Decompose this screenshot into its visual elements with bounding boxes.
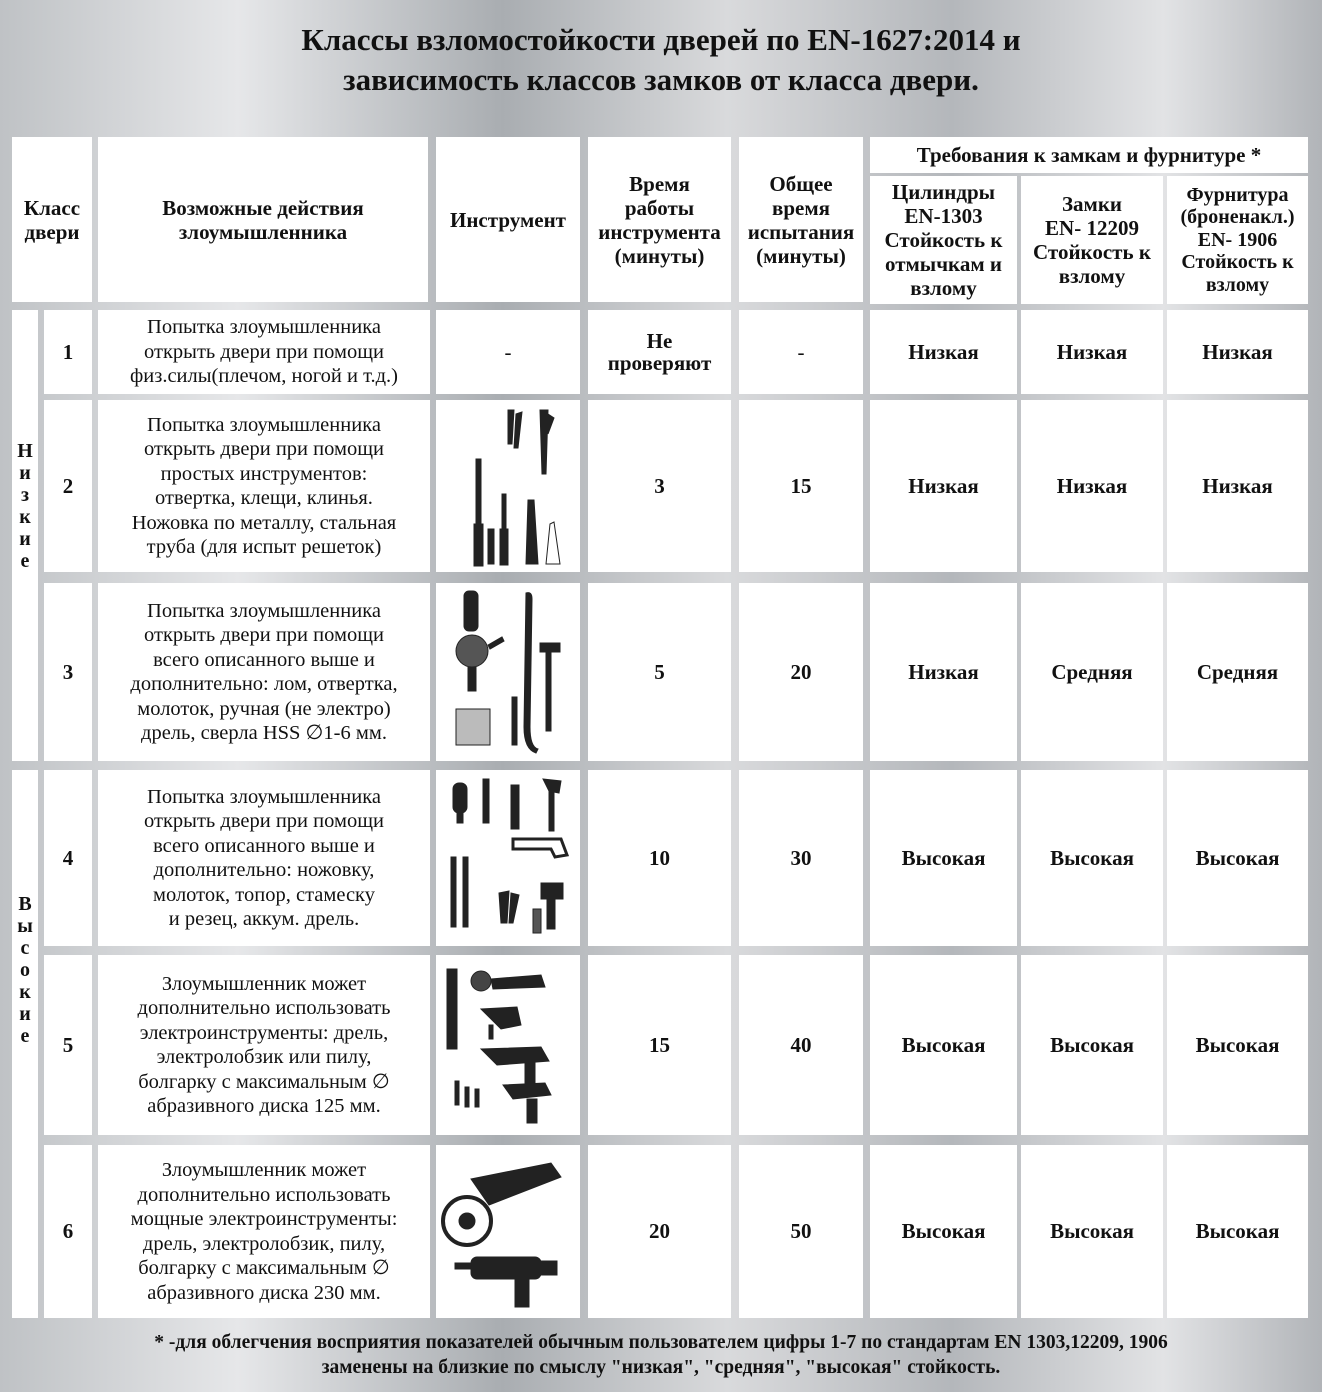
header-hardware-label: Фурнитура (броненакл.) EN- 1906 Стойкость к взлому bbox=[1180, 183, 1295, 296]
row-1-work-time: Не проверяют bbox=[588, 310, 731, 394]
header-locks bbox=[1021, 176, 1163, 304]
page-subtitle: зависимость классов замков от класса двери. bbox=[343, 62, 979, 97]
header-actions bbox=[98, 137, 428, 302]
header-requirements bbox=[870, 137, 1308, 173]
saw-axe-chisel-icon bbox=[443, 773, 573, 943]
group-low-letter: з bbox=[20, 484, 30, 506]
header-class-label: Класс двери bbox=[23, 195, 81, 244]
row-6-total-time: 50 bbox=[739, 1145, 863, 1318]
row-3-hardware: Средняя bbox=[1167, 583, 1308, 761]
row-1-total-time: - bbox=[739, 310, 863, 394]
row-2-hardware: Низкая bbox=[1167, 400, 1308, 572]
header-tool bbox=[436, 137, 580, 302]
row-5-tool bbox=[436, 955, 580, 1135]
group-low-label bbox=[15, 440, 35, 572]
header-total-time bbox=[739, 137, 863, 302]
row-1-description: Попытка злоумышленника открыть двери при помощи физ.силы(плечом, ногой и т.д.) bbox=[98, 310, 430, 394]
row-5-locks: Высокая bbox=[1021, 955, 1163, 1135]
group-high-letter: е bbox=[20, 1025, 30, 1047]
group-high-letter: ы bbox=[17, 915, 33, 937]
header-cylinders bbox=[870, 176, 1017, 304]
header-tool-label: Инструмент bbox=[450, 207, 566, 232]
row-4-total-time: 30 bbox=[739, 770, 863, 946]
row-6-description: Злоумышленник может дополнительно использовать мощные электроинструменты: дрель, электролобзик, пилу, болгарку с максимальным ∅ абразивного диска 230 мм. bbox=[98, 1145, 430, 1318]
row-4-work-time: 10 bbox=[588, 770, 731, 946]
row-6-locks: Высокая bbox=[1021, 1145, 1163, 1318]
row-2-class: 2 bbox=[44, 400, 92, 572]
row-2-total-time: 15 bbox=[739, 400, 863, 572]
row-4-locks: Высокая bbox=[1021, 770, 1163, 946]
row-6-hardware: Высокая bbox=[1167, 1145, 1308, 1318]
row-4-hardware: Высокая bbox=[1167, 770, 1308, 946]
power-tools-icon bbox=[441, 959, 576, 1131]
group-high-letter: с bbox=[20, 937, 30, 959]
header-total-time-label: Общее время испытания (минуты) bbox=[747, 171, 855, 268]
header-actions-label: Возможные действия злоумышленника bbox=[162, 195, 364, 244]
row-5-class: 5 bbox=[44, 955, 92, 1135]
row-2-description: Попытка злоумышленника открыть двери при помощи простых инструментов: отвертка, клещи, клинья. Ножовка по металлу, стальная труба (для испыт решеток) bbox=[98, 400, 430, 572]
header-cylinders-label: Цилиндры EN-1303 Стойкость к отмычкам и взлому bbox=[884, 180, 1003, 300]
row-2-cylinders: Низкая bbox=[870, 400, 1017, 572]
page-title: Классы взломостойкости дверей по EN-1627:2014 и bbox=[301, 22, 1021, 57]
row-3-description: Попытка злоумышленника открыть двери при помощи всего описанного выше и дополнительно: лом, отвертка, молоток, ручная (не электро) дрель, сверла HSS ∅1-6 мм. bbox=[98, 583, 430, 761]
row-5-description: Злоумышленник может дополнительно использовать электроинструменты: дрель, электролобзик или пилу, болгарку с максимальным ∅ абразивного диска 125 мм. bbox=[98, 955, 430, 1135]
row-5-total-time: 40 bbox=[739, 955, 863, 1135]
header-hardware bbox=[1167, 176, 1308, 304]
row-4-tool bbox=[436, 770, 580, 946]
group-low-letter: и bbox=[19, 462, 31, 484]
row-3-class: 3 bbox=[44, 583, 92, 761]
row-3-work-time: 5 bbox=[588, 583, 731, 761]
header-class bbox=[12, 137, 92, 302]
group-low-letter: к bbox=[19, 506, 31, 528]
row-6-tool bbox=[436, 1145, 580, 1318]
row-5-cylinders: Высокая bbox=[870, 955, 1017, 1135]
header-work-time-label: Время работы инструмента (минуты) bbox=[598, 171, 721, 268]
group-low-letter: е bbox=[20, 550, 30, 572]
hand-tools-icon bbox=[448, 404, 568, 569]
row-6-work-time: 20 bbox=[588, 1145, 731, 1318]
row-2-tool bbox=[436, 400, 580, 572]
row-1-class: 1 bbox=[44, 310, 92, 394]
header-locks-label: Замки EN- 12209 Стойкость к взлому bbox=[1033, 192, 1151, 288]
row-4-class: 4 bbox=[44, 770, 92, 946]
group-low-letter: и bbox=[19, 528, 31, 550]
header-work-time bbox=[588, 137, 731, 302]
row-4-cylinders: Высокая bbox=[870, 770, 1017, 946]
hand-drill-crowbar-icon bbox=[446, 587, 571, 757]
group-high-letter: В bbox=[18, 893, 32, 915]
row-1-locks: Низкая bbox=[1021, 310, 1163, 394]
row-3-cylinders: Низкая bbox=[870, 583, 1017, 761]
angle-grinder-drill-icon bbox=[441, 1149, 576, 1314]
row-1-tool: - bbox=[436, 310, 580, 394]
row-2-work-time: 3 bbox=[588, 400, 731, 572]
group-high-letter: о bbox=[20, 959, 30, 981]
row-3-tool bbox=[436, 583, 580, 761]
row-5-work-time: 15 bbox=[588, 955, 731, 1135]
header-requirements-label: Требования к замкам и фурнитуре * bbox=[916, 143, 1262, 167]
row-4-description: Попытка злоумышленника открыть двери при помощи всего описанного выше и дополнительно: ножовку, молоток, топор, стамеску и резец, аккум. дрель. bbox=[98, 770, 430, 946]
row-3-locks: Средняя bbox=[1021, 583, 1163, 761]
row-1-cylinders: Низкая bbox=[870, 310, 1017, 394]
footnote: * -для облегчения восприятия показателей обычным пользователем цифры 1-7 по стандартам EN 1303,12209, 1906 заменены на близкие по смыслу "низкая", "средняя", "высокая" стойкость. bbox=[154, 1332, 1168, 1378]
row-3-total-time: 20 bbox=[739, 583, 863, 761]
group-high-letter: к bbox=[19, 981, 31, 1003]
group-low-letter: Н bbox=[17, 440, 33, 462]
row-2-locks: Низкая bbox=[1021, 400, 1163, 572]
row-5-hardware: Высокая bbox=[1167, 955, 1308, 1135]
row-6-class: 6 bbox=[44, 1145, 92, 1318]
row-6-cylinders: Высокая bbox=[870, 1145, 1017, 1318]
row-1-hardware: Низкая bbox=[1167, 310, 1308, 394]
group-high-letter: и bbox=[19, 1003, 31, 1025]
group-high-label bbox=[15, 893, 35, 1047]
